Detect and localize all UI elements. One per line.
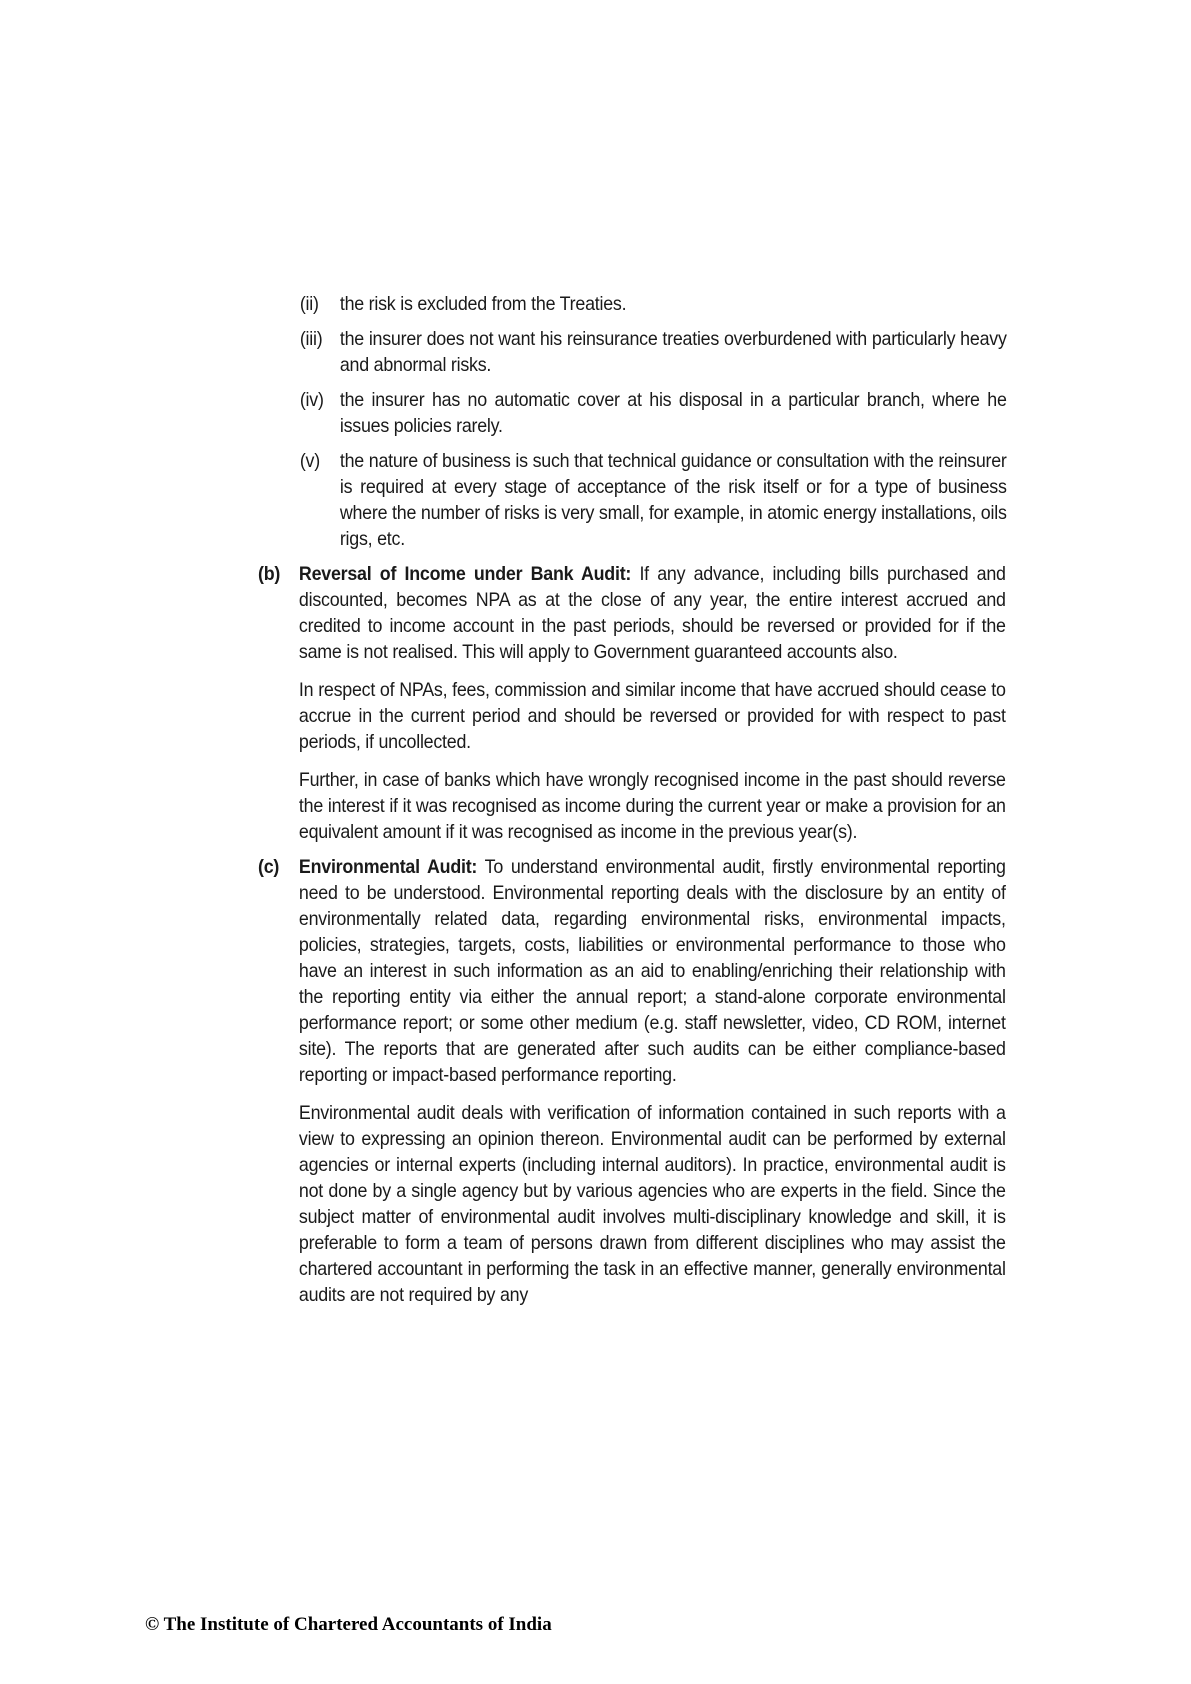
paragraph-text: To understand environmental audit, firstly environmental reporting need to be understood. Environmental reporting deals with the disclosure by an entity of environmentally related data, regarding environmental risks, environmental impacts, policies, strategies, targets, costs, liabilities or environmental performance to those who have an interest in such information as an aid to enabling/enriching their relationship with the reporting entity via either the annual report; a stand-alone corporate environmental performance report; or some other medium (e.g. staff newsletter, video, CD ROM, internet site). The reports that are generated after such audits can be either compliance-based reporting or impact-based performance reporting. — [298, 857, 1006, 1086]
roman-list — [300, 292, 1007, 553]
section-paragraph — [299, 562, 1006, 666]
list-item-number: (iv) — [299, 390, 324, 411]
section-body — [299, 562, 1006, 846]
section-b — [258, 562, 1006, 846]
section-paragraph: Further, in case of banks which have wrongly recognised income in the past should reverse the interest if it was recognised as income during the current year or make a provision for an equivalent amount if it was recognised as income in the previous year(s). — [298, 770, 1006, 843]
list-item-text: the risk is excluded from the Treaties. — [339, 294, 627, 315]
list-item-text: the nature of business is such that technical guidance or consultation with the reinsurer is required at every stage of acceptance of the risk itself or for a type of business where the number of risks is very small, for example, in atomic energy installations, oils rigs, etc. — [339, 451, 1007, 550]
list-item-number: (iii) — [299, 329, 323, 350]
list-item — [300, 449, 1007, 553]
list-item-text: the insurer has no automatic cover at his disposal in a particular branch, where he issues policies rarely. — [339, 390, 1007, 437]
paragraph-text: If any advance, including bills purchased and discounted, becomes NPA as at the close of any year, the entire interest accrued and credited to income account in the past periods, should be reversed or provided for if the same is not realised. This will apply to Government guaranteed accounts also. — [298, 564, 1006, 663]
list-item — [300, 292, 1007, 318]
section-heading: Environmental Audit: — [298, 857, 478, 878]
copyright-footer: © The Institute of Chartered Accountants of India — [145, 1614, 552, 1635]
section-c — [258, 855, 1006, 1309]
list-item-number: (v) — [299, 451, 320, 472]
page-content — [258, 292, 1007, 1318]
list-item-number: (ii) — [299, 294, 319, 315]
list-item-text: the insurer does not want his reinsurance treaties overburdened with particularly heavy and abnormal risks. — [339, 329, 1007, 376]
list-item — [300, 327, 1007, 379]
section-paragraph — [299, 855, 1006, 1089]
list-item — [300, 388, 1007, 440]
section-heading: Reversal of Income under Bank Audit: — [298, 564, 632, 585]
section-paragraph: Environmental audit deals with verification of information contained in such reports with a view to expressing an opinion thereon. Environmental audit can be performed by external agencies or internal experts (including internal auditors). In practice, environmental audit is not done by a single agency but by various agencies who are experts in the field. Since the subject matter of environmental audit involves multi-disciplinary knowledge and skill, it is preferable to form a team of persons drawn from different disciplines who may assist the chartered accountant in performing the task in an effective manner, generally environmental audits are not required by any — [298, 1103, 1006, 1306]
section-paragraph: In respect of NPAs, fees, commission and similar income that have accrued should cease to accrue in the current period and should be reversed or provided for with respect to past periods, if uncollected. — [298, 680, 1006, 753]
section-letter: (c) — [258, 857, 280, 878]
section-letter: (b) — [258, 564, 281, 585]
section-body — [299, 855, 1006, 1309]
